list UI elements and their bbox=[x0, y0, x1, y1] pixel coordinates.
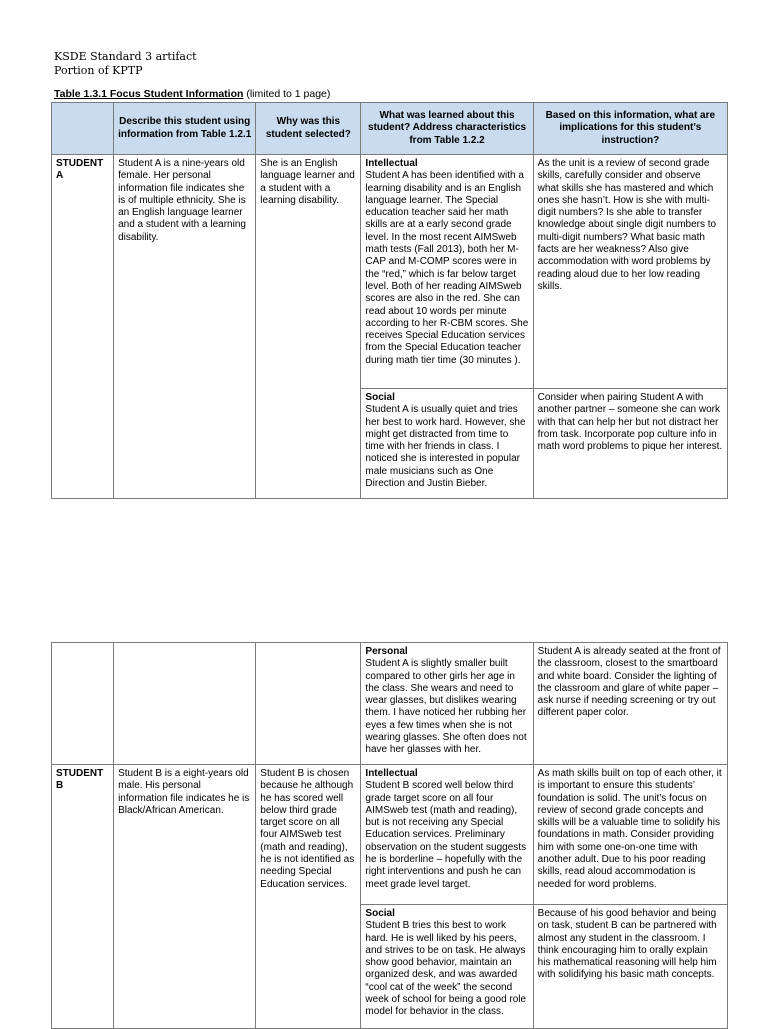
table-row bbox=[52, 643, 728, 765]
social-heading: Social bbox=[365, 392, 395, 403]
student-a-intellectual-cell bbox=[361, 155, 533, 389]
student-a-social: Student A is usually quiet and tries her best to work hard. However, she might get distracted from time to time with her friends in class. I noticed she is interested in popular male musicians such as One Direction and Justin Bieber. bbox=[365, 404, 526, 490]
column-header-why: Why was this student selected? bbox=[256, 103, 361, 155]
column-header-implications: Based on this information, what are implications for this student’s instruction? bbox=[533, 103, 727, 155]
student-a-intellectual: Student A has been identified with a learning disability and is an English language learner. The Special education teacher said her math skills are at a early second grade level. In the most recent AIMSweb math tests (Fall 2013), both her M-CAP and M-COMP scores were in the “red,” which is far below target level. Both of her reading AIMSweb scores are also in the red. She can read about 10 words per minute according to her R-CBM scores. She receives Special Education services from the Special Education teacher during math tier time (30 minutes ). bbox=[365, 170, 529, 366]
empty-cell bbox=[114, 643, 256, 765]
table-header-row bbox=[52, 103, 728, 155]
student-a-personal-cell bbox=[361, 643, 533, 765]
column-header-blank bbox=[52, 103, 114, 155]
student-a-personal-implications: Student A is already seated at the front of the classroom, closest to the smartboard and white board. Consider the lighting of the classroom and glare of white paper – ask nurse if needing screening or try out different paper color. bbox=[533, 643, 727, 765]
student-b-intellectual-cell bbox=[361, 765, 533, 905]
column-header-learned: What was learned about this student? Address characteristics from Table 1.2.2 bbox=[361, 103, 533, 155]
table-row bbox=[52, 765, 728, 905]
student-a-social-cell bbox=[361, 389, 533, 499]
focus-student-table-continued bbox=[51, 642, 728, 1029]
student-b-label: STUDENT B bbox=[52, 765, 114, 1029]
student-b-intellectual: Student B scored well below third grade target score on all four AIMSweb test (math and reading), but is not receiving any Special Education services. Preliminary observation on the student suggests he is borderline – hopefully with the right interventions and push he can meet grade level target. bbox=[365, 780, 527, 890]
table-caption bbox=[54, 88, 330, 100]
student-b-intellectual-implications: As math skills built on top of each other, it is important to ensure this students’ foundation is solid. The unit’s focus on review of second grade concepts and skills will be a valuable time to solidify his foundations in math. Consider providing him with some one-on-one time with another adult. Due to his poor reading skills, read aloud accommodation is needed for word problems. bbox=[533, 765, 727, 905]
student-b-why: Student B is chosen because he although he has scored well below third grade target score on all four AIMSweb test (math and reading), he is not identified as needing Special Education services. bbox=[256, 765, 361, 1029]
table-row bbox=[52, 155, 728, 389]
student-a-why: She is an English language learner and a student with a learning disability. bbox=[256, 155, 361, 499]
personal-heading: Personal bbox=[365, 646, 408, 657]
intellectual-heading: Intellectual bbox=[365, 768, 418, 779]
student-b-describe: Student B is a eight-years old male. His personal information file indicates he is Black/African American. bbox=[114, 765, 256, 1029]
student-a-personal: Student A is slightly smaller built compared to other girls her age in the class. She wears and need to wear glasses, but dislikes wearing them. I have noticed her rubbing her eyes a few times when she is not wearing glasses. She often does not have her glasses with her. bbox=[365, 658, 527, 756]
empty-cell bbox=[52, 643, 114, 765]
empty-cell bbox=[256, 643, 361, 765]
table-caption-title: Table 1.3.1 Focus Student Information bbox=[54, 88, 244, 100]
student-b-social: Student B tries this best to work hard. He is well liked by his peers, and strives to be on task. He always show good behavior, maintain an organized desk, and was awarded “cool cat of the week” the second week of school for being a good role model for behavior in the class. bbox=[365, 920, 527, 1018]
artifact-title: KSDE Standard 3 artifact bbox=[54, 50, 197, 63]
student-a-social-implications: Consider when pairing Student A with another partner – someone she can work with that can help her but not distract her from task. Incorporate pop culture info in math word problems to pique her interest. bbox=[533, 389, 727, 499]
student-a-describe: Student A is a nine-years old female. Her personal information file indicates she is of multiple ethnicity. She is an English language learner and a student with a learning disability. bbox=[114, 155, 256, 499]
artifact-subtitle: Portion of KPTP bbox=[54, 64, 143, 77]
table-caption-note: (limited to 1 page) bbox=[243, 88, 331, 100]
column-header-describe: Describe this student using information from Table 1.2.1 bbox=[114, 103, 256, 155]
focus-student-table bbox=[51, 102, 728, 499]
student-a-label: STUDENT A bbox=[52, 155, 114, 499]
student-b-social-implications: Because of his good behavior and being on task, student B can be partnered with almost any student in the classroom. I think encouraging him to orally explain his mathematical reasoning will help him with solidifying his basic math concepts. bbox=[533, 905, 727, 1029]
student-b-social-cell bbox=[361, 905, 533, 1029]
social-heading: Social bbox=[365, 908, 395, 919]
student-a-intellectual-implications: As the unit is a review of second grade skills, carefully consider and observe what skills she has mastered and which ones she hasn’t. How is she with multi-digit numbers? Is she able to transfer knowledge about single digit numbers to multi-digit numbers? What basic math facts are her weakness? Also give accommodation with word problems by reading aloud due to her low reading skills. bbox=[533, 155, 727, 389]
intellectual-heading: Intellectual bbox=[365, 158, 418, 169]
